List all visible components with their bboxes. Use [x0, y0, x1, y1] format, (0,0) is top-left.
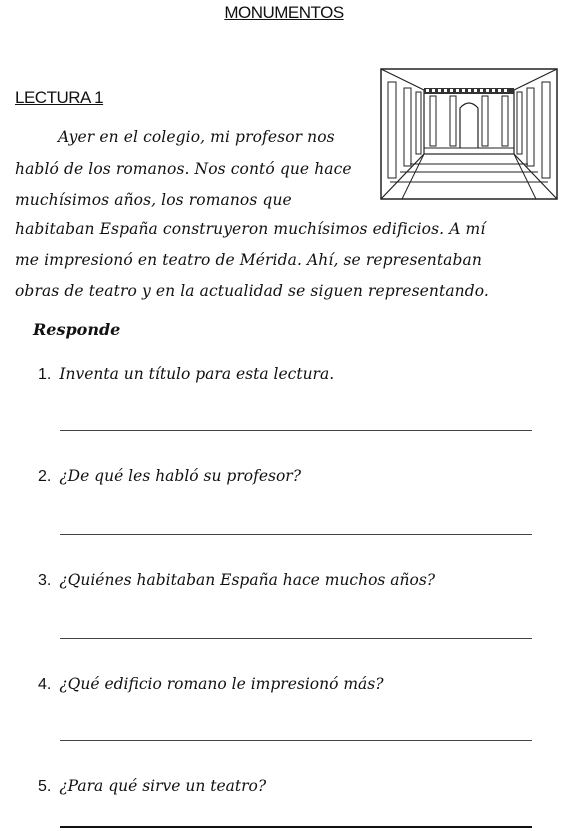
question-number: 1. [38, 366, 52, 383]
question-text: Inventa un título para esta lectura. [59, 365, 335, 383]
answer-line-4[interactable] [60, 740, 532, 741]
reading-heading: LECTURA 1 [15, 88, 104, 107]
reading-line: muchísimos años, los romanos que [15, 191, 292, 209]
question-number: 2. [38, 468, 52, 485]
roman-theatre-illustration [380, 68, 558, 200]
answer-line-1[interactable] [60, 430, 532, 431]
question-5 [38, 777, 266, 796]
question-4 [38, 675, 384, 694]
reading-line: me impresionó en teatro de Mérida. Ahí, se representaban [15, 251, 482, 269]
question-text: ¿Qué edificio romano le impresionó más? [59, 675, 384, 693]
reading-line: habitaban España construyeron muchísimos edificios. A mí [15, 220, 486, 238]
question-text: ¿Para qué sirve un teatro? [59, 777, 267, 795]
question-number: 3. [38, 572, 52, 589]
reading-line: habló de los romanos. Nos contó que hace [15, 160, 352, 178]
question-3 [38, 571, 435, 590]
answer-line-3[interactable] [60, 638, 532, 639]
answer-line-5[interactable] [60, 826, 532, 828]
question-1 [38, 365, 334, 384]
page-title: MONUMENTOS [224, 3, 344, 22]
question-text: ¿Quiénes habitaban España hace muchos años? [59, 571, 436, 589]
responde-heading: Responde [33, 320, 121, 339]
reading-line: Ayer en el colegio, mi profesor nos [58, 128, 335, 146]
answer-line-2[interactable] [60, 534, 532, 535]
reading-line: obras de teatro y en la actualidad se siguen representando. [15, 282, 489, 300]
question-number: 5. [38, 778, 52, 795]
question-number: 4. [38, 676, 52, 693]
question-2 [38, 467, 301, 486]
question-text: ¿De qué les habló su profesor? [59, 467, 302, 485]
